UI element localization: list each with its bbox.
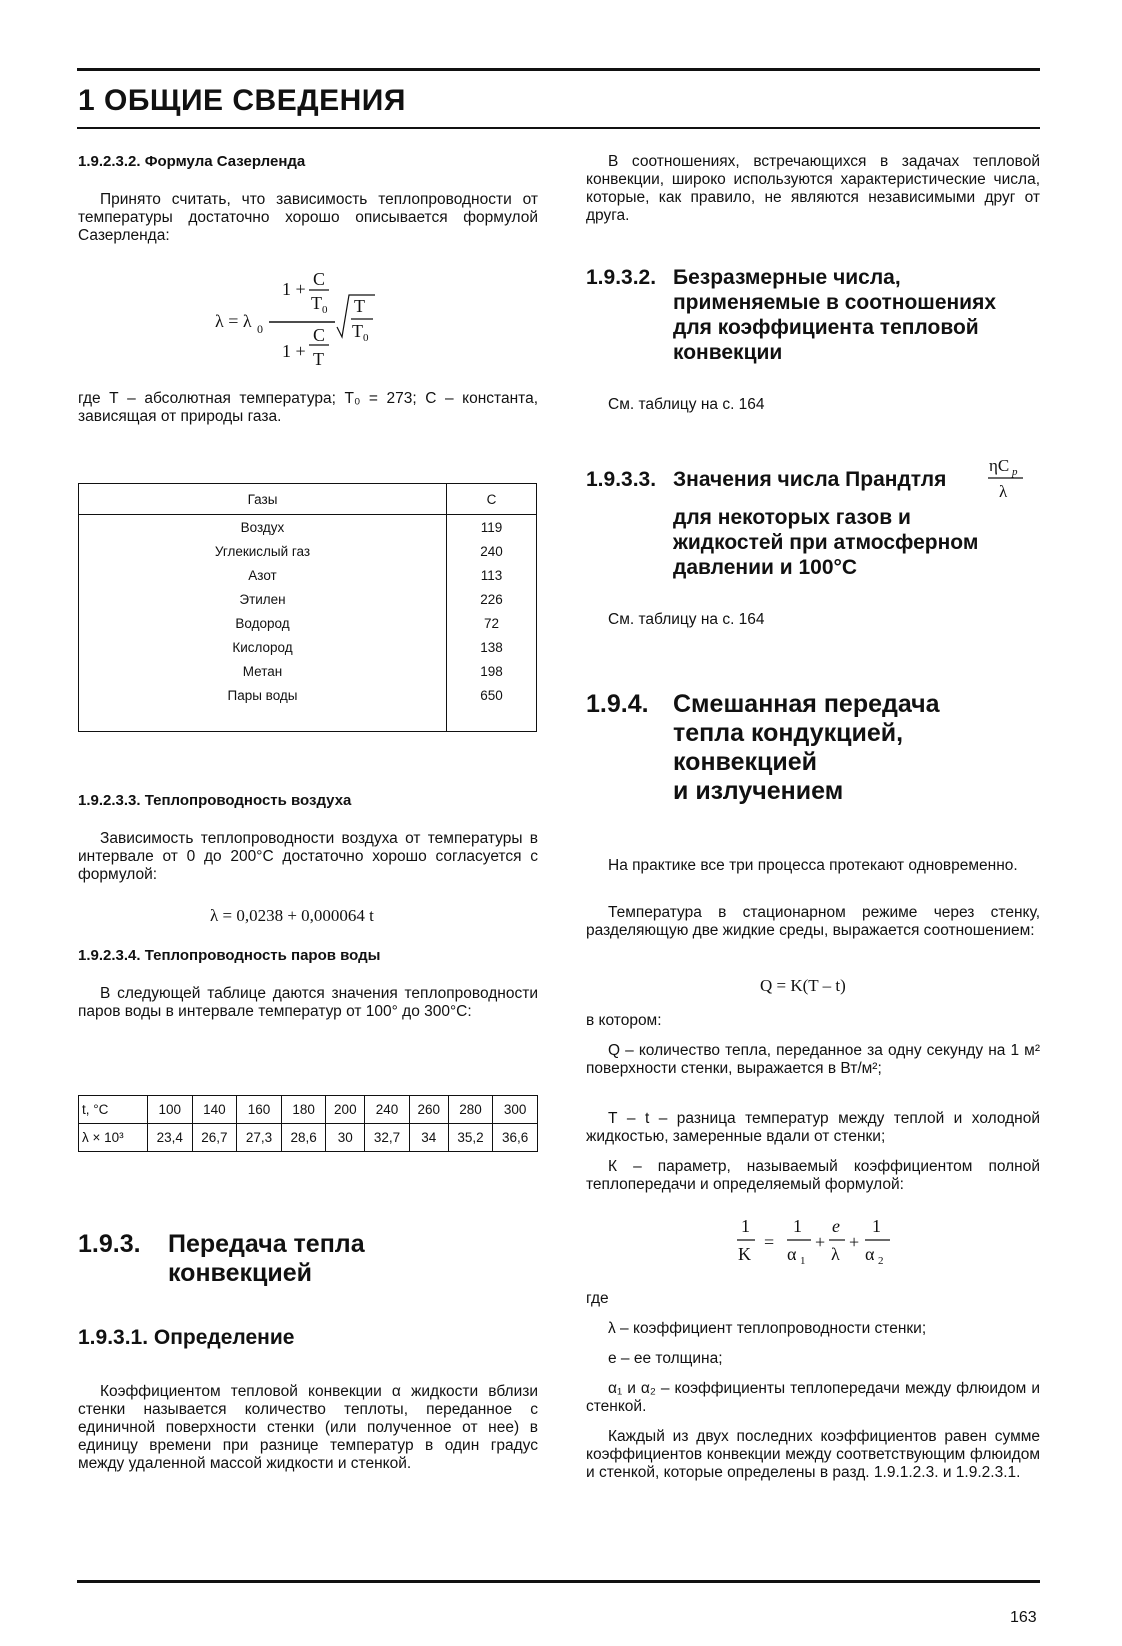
- steam-value: 32,7: [365, 1124, 410, 1152]
- heading-1-9-4-line3: конвекцией: [673, 748, 818, 776]
- svg-text:T: T: [354, 296, 365, 316]
- heading-1-9-4-line4: и излучением: [673, 777, 844, 805]
- see-table-note-2: См. таблицу на с. 164: [608, 611, 765, 628]
- gas-constant-table: [78, 483, 537, 732]
- svg-text:e: e: [832, 1216, 840, 1236]
- svg-text:=: =: [764, 1232, 775, 1252]
- gas-name: Азот: [248, 567, 277, 583]
- steam-value: 34: [409, 1124, 448, 1152]
- top-rule: [77, 68, 1040, 71]
- steam-temp: 280: [448, 1096, 493, 1124]
- svg-text:ηC: ηC: [989, 456, 1010, 475]
- air-paragraph: Зависимость теплопроводности воздуха от температуры в интервале от 0 до 200°С достаточно хорошо согласуется с формулой:: [78, 830, 538, 883]
- svg-text:0: 0: [257, 322, 263, 336]
- steam-value: 28,6: [281, 1124, 326, 1152]
- coefficients-paragraph: Каждый из двух последних коэффициентов равен сумме коэффициентов конвекции между соответствующим флюидом и стенкой, которые определены в разд. 1.9.1.2.3. и 1.9.2.3.1.: [586, 1428, 1040, 1481]
- svg-text:+: +: [849, 1232, 860, 1252]
- svg-text:0: 0: [322, 304, 328, 316]
- k-definition: К – параметр, называемый коэффициентом полной теплопередачи и определяемый формулой:: [586, 1158, 1040, 1193]
- svg-text:p: p: [1012, 466, 1018, 478]
- steam-temp: 140: [192, 1096, 237, 1124]
- gas-name: Воздух: [240, 519, 285, 535]
- table-row: [79, 611, 537, 635]
- svg-text:T: T: [311, 293, 322, 313]
- gas-name: Углекислый газ: [214, 543, 311, 559]
- table-row: [79, 515, 537, 540]
- overall-coefficient-formula: [735, 1210, 915, 1272]
- table-row: [79, 1096, 538, 1124]
- section-heading-sutherland: 1.9.2.3.2. Формула Сазерленда: [78, 153, 306, 170]
- heading-1-9-4-line2: тепла кондукцией,: [673, 719, 904, 747]
- definition-paragraph: Коэффициентом тепловой конвекции α жидкости вблизи стенки называется количество теплоты, переданное с единичной поверхности стенки (или полученное от нее) в единицу времени при разнице температур в один градус между удаленной массой жидкости и стенкой.: [78, 1383, 538, 1472]
- svg-text:C: C: [313, 269, 326, 289]
- heading-1-9-3-3-line2: для некоторых газов и: [673, 506, 911, 529]
- practice-paragraph: На практике все три процесса протекают одновременно.: [608, 857, 1018, 874]
- sutherland-where: где Т – абсолютная температура; T₀ = 273; С – константа, зависящая от природы газа.: [78, 390, 538, 425]
- heading-1-9-4-line1: Смешанная передача: [673, 690, 940, 718]
- steam-temp: 160: [237, 1096, 282, 1124]
- steam-temp: 240: [365, 1096, 410, 1124]
- e-definition: e – ее толщина;: [608, 1350, 723, 1367]
- section-heading-air: 1.9.2.3.3. Теплопроводность воздуха: [78, 792, 352, 809]
- steam-temp: 300: [493, 1096, 538, 1124]
- gas-table-header-gas: Газы: [79, 484, 447, 515]
- heading-1-9-3-3-line3: жидкостей при атмосферном: [673, 531, 979, 554]
- lambda-definition: λ – коэффициент теплопроводности стенки;: [608, 1320, 927, 1337]
- svg-text:+: +: [815, 1232, 826, 1252]
- gas-c: 226: [447, 587, 537, 611]
- steam-value: 35,2: [448, 1124, 493, 1152]
- steam-value: 23,4: [148, 1124, 193, 1152]
- steam-paragraph: В следующей таблице даются значения теплопроводности паров воды в интервале температур от 100° до 300°С:: [78, 985, 538, 1020]
- svg-text:2: 2: [878, 1255, 884, 1267]
- svg-text:λ: λ: [999, 482, 1008, 501]
- heading-1-9-3-1: 1.9.3.1. Определение: [78, 1326, 295, 1349]
- t-difference-definition: Т – t – разница температур между теплой и холодной жидкостью, замеренные вдали от стенки;: [586, 1110, 1040, 1145]
- svg-text:1 +: 1 +: [282, 279, 306, 299]
- table-row: [79, 539, 537, 563]
- steam-value: 30: [326, 1124, 365, 1152]
- svg-text:0: 0: [363, 332, 369, 344]
- steam-conductivity-table: [78, 1095, 538, 1152]
- gas-name: Водород: [235, 615, 290, 631]
- svg-text:K: K: [738, 1244, 751, 1264]
- steam-value: 26,7: [192, 1124, 237, 1152]
- table-row: [79, 659, 537, 683]
- section-heading-steam: 1.9.2.3.4. Теплопроводность паров воды: [78, 947, 381, 964]
- svg-text:C: C: [313, 325, 326, 345]
- header-rule: [77, 127, 1040, 129]
- svg-text:1 +: 1 +: [282, 341, 306, 361]
- steam-row-label-lambda: λ × 10³: [79, 1124, 148, 1152]
- gas-table-header-c: С: [447, 484, 537, 515]
- svg-text:1: 1: [800, 1255, 806, 1267]
- svg-text:1: 1: [741, 1216, 750, 1236]
- heading-1-9-3-3-line1: Значения числа Прандтля: [673, 468, 947, 491]
- heading-1-9-3-number: 1.9.3.: [78, 1230, 141, 1258]
- table-row: [79, 635, 537, 659]
- gas-c: 198: [447, 659, 537, 683]
- svg-text:1: 1: [793, 1216, 802, 1236]
- steam-temp: 100: [148, 1096, 193, 1124]
- alpha-definition: α₁ и α₂ – коэффициенты теплопередачи между флюидом и стенкой.: [586, 1380, 1040, 1415]
- see-table-note-1: См. таблицу на с. 164: [608, 396, 765, 413]
- steam-value: 36,6: [493, 1124, 538, 1152]
- svg-text:α: α: [787, 1244, 797, 1264]
- heading-1-9-4-number: 1.9.4.: [586, 690, 649, 718]
- gas-name: Метан: [242, 663, 283, 679]
- page-number: 163: [1010, 1609, 1037, 1626]
- steam-value: 27,3: [237, 1124, 282, 1152]
- heading-1-9-3-2-number: 1.9.3.2.: [586, 266, 657, 289]
- table-row: [79, 683, 537, 707]
- heading-1-9-3-line1: Передача тепла: [168, 1230, 365, 1258]
- gas-c: 113: [447, 563, 537, 587]
- svg-text:α: α: [865, 1244, 875, 1264]
- steam-temp: 200: [326, 1096, 365, 1124]
- heat-transfer-formula: Q = K(T – t): [760, 976, 846, 995]
- gas-c: 72: [447, 611, 537, 635]
- table-row: [79, 587, 537, 611]
- chapter-title: 1 ОБЩИЕ СВЕДЕНИЯ: [78, 84, 406, 117]
- heading-1-9-3-3-line4: давлении и 100°С: [673, 556, 858, 579]
- sutherland-formula: [205, 265, 405, 375]
- svg-text:λ: λ: [831, 1244, 840, 1264]
- where-label: где: [586, 1290, 609, 1307]
- gas-c: 240: [447, 539, 537, 563]
- svg-text:λ = λ: λ = λ: [215, 311, 252, 331]
- heading-1-9-3-2-line2: применяемые в соотношениях: [673, 291, 997, 314]
- heading-1-9-3-2-line1: Безразмерные числа,: [673, 266, 901, 289]
- heading-1-9-3-2-line3: для коэффициента тепловой: [673, 316, 979, 339]
- gas-name: Этилен: [239, 591, 286, 607]
- svg-text:1: 1: [872, 1216, 881, 1236]
- sutherland-paragraph: Принято считать, что зависимость теплопроводности от температуры достаточно хорошо описывается формулой Сазерленда:: [78, 191, 538, 244]
- steam-temp: 260: [409, 1096, 448, 1124]
- temperature-paragraph: Температура в стационарном режиме через стенку, разделяющую две жидкие среды, выражается соотношением:: [586, 904, 1040, 939]
- footer-rule: [77, 1580, 1040, 1583]
- svg-text:T: T: [352, 321, 363, 341]
- air-formula: λ = 0,0238 + 0,000064 t: [210, 906, 374, 925]
- steam-row-label-t: t, °C: [79, 1096, 148, 1124]
- gas-name: Пары воды: [227, 687, 298, 703]
- steam-temp: 180: [281, 1096, 326, 1124]
- intro-paragraph: В соотношениях, встречающихся в задачах тепловой конвекции, широко используются характеристические числа, которые, как правило, не являются независимыми друг от друга.: [586, 153, 1040, 224]
- heading-1-9-3-3-number: 1.9.3.3.: [586, 468, 657, 491]
- svg-text:T: T: [313, 349, 324, 369]
- gas-c: 650: [447, 683, 537, 707]
- gas-name: Кислород: [232, 639, 293, 655]
- gas-c: 119: [447, 515, 537, 540]
- heading-1-9-3-line2: конвекцией: [168, 1259, 313, 1287]
- table-row: [79, 563, 537, 587]
- prandtl-fraction: [985, 453, 1035, 505]
- q-definition: Q – количество тепла, переданное за одну секунду на 1 м² поверхности стенки, выражается в Вт/м²;: [586, 1042, 1040, 1077]
- in-which-label: в котором:: [586, 1012, 662, 1029]
- gas-c: 138: [447, 635, 537, 659]
- table-row: [79, 1124, 538, 1152]
- heading-1-9-3-2-line4: конвекции: [673, 341, 783, 364]
